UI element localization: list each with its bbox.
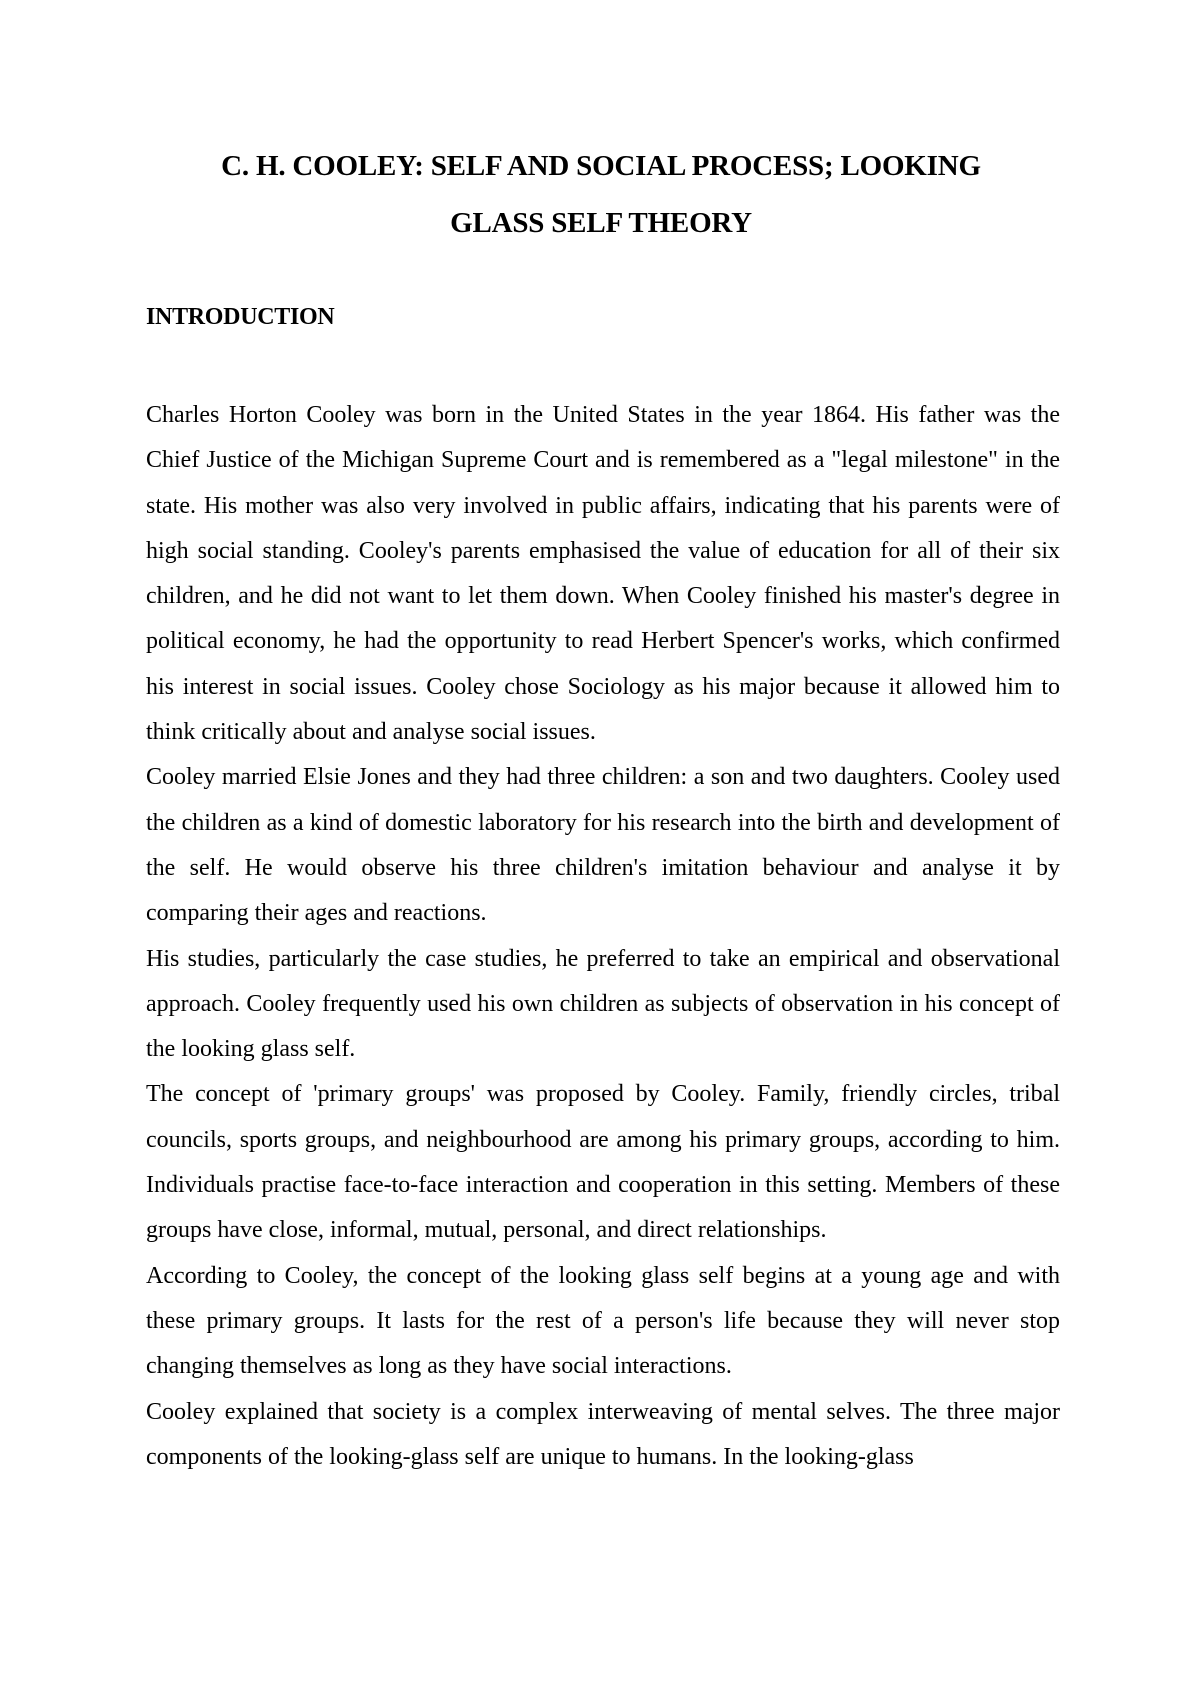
paragraph-cooley-studies: His studies, particularly the case studies, he preferred to take an empirical and observational approach. Cooley frequently used his own children as subjects of observation in his concept of the looking glass self. [146, 945, 1060, 1063]
paragraph-cooley-biography: Charles Horton Cooley was born in the United States in the year 1864. His father was the Chief Justice of the Michigan Supreme Court and is remembered as a "legal milestone" in the state. His mother was also very involved in public affairs, indicating that his parents were of high social standing. Cooley's parents emphasised the value of education for all of their six children, and he did not want to let them down. When Cooley finished his master's degree in political economy, he had the opportunity to read Herbert Spencer's works, which confirmed his interest in social issues. Cooley chose Sociology as his major because it allowed him to think critically about and analyse social issues. [146, 402, 1060, 746]
paragraph-cooley-family: Cooley married Elsie Jones and they had three children: a son and two daughters. Cooley used the children as a kind of domestic laboratory for his research into the birth and development of the self. He would observe his three children's imitation behaviour and analyse it by comparing their ages and reactions. [146, 764, 1060, 927]
paragraph-looking-glass-self-origin: According to Cooley, the concept of the looking glass self begins at a young age and with these primary groups. It lasts for the rest of a person's life because they will never stop changing themselves as long as they have social interactions. [146, 1262, 1060, 1380]
document-title-line-1: C. H. COOLEY: SELF AND SOCIAL PROCESS; LOOKING [221, 150, 981, 182]
paragraph-primary-groups: The concept of 'primary groups' was proposed by Cooley. Family, friendly circles, tribal councils, sports groups, and neighbourhood are among his primary groups, according to him. Individuals practise face-to-face interaction and cooperation in this setting. Members of these groups have close, informal, mutual, personal, and direct relationships. [146, 1081, 1060, 1244]
document-title-line-2: GLASS SELF THEORY [450, 207, 752, 239]
document-title [146, 138, 1056, 252]
section-heading-introduction: INTRODUCTION [146, 304, 335, 330]
document-body [146, 393, 1060, 1480]
paragraph-society-mental-selves: Cooley explained that society is a complex interweaving of mental selves. The three major components of the looking-glass self are unique to humans. In the looking-glass [146, 1398, 1060, 1470]
